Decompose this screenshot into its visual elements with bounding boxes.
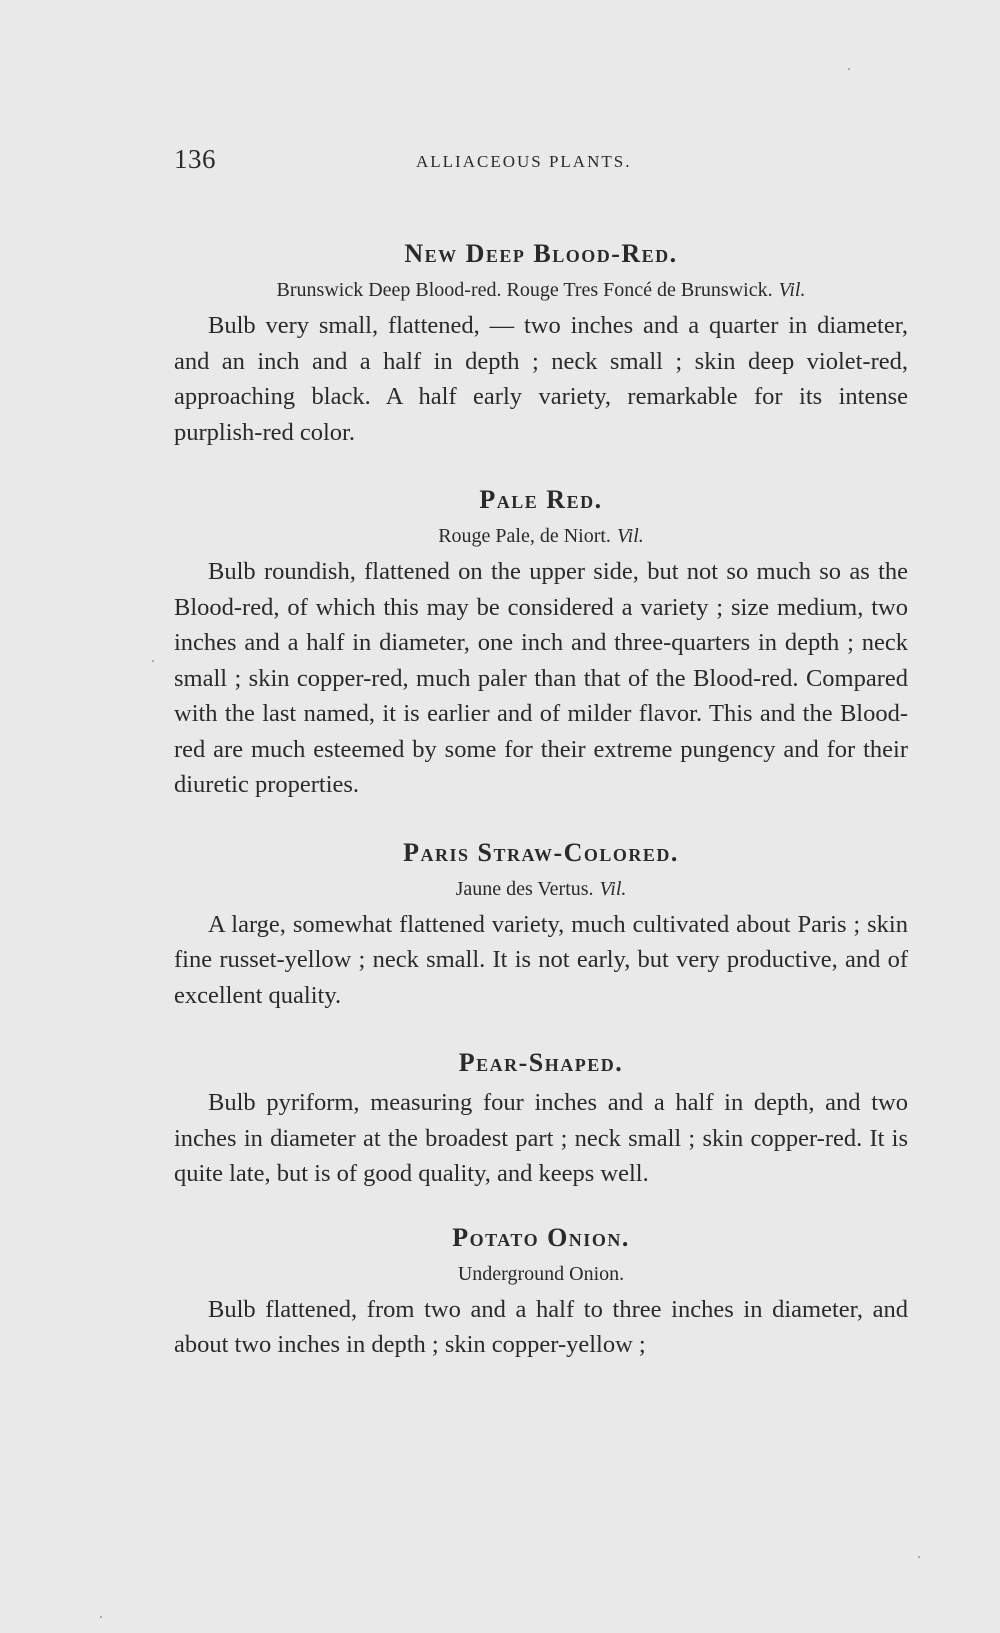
entry-pear-shaped (174, 1047, 908, 1192)
entry-paris-straw-colored (174, 837, 908, 1014)
page-content (174, 238, 908, 1397)
page-header (174, 144, 914, 184)
entry-title: Pear-Shaped. (458, 1048, 624, 1077)
entry-synonyms (174, 522, 908, 550)
authority-citation: Vil. (616, 525, 644, 547)
synonyms-text: Brunswick Deep Blood-red. Rouge Tres Foncé de Brunswick. (276, 279, 773, 301)
entry-title: Pale Red. (479, 485, 603, 514)
authority-citation: Vil. (599, 877, 627, 900)
paper-speck (100, 1616, 102, 1618)
entry-description: A large, somewhat flattened variety, much cultivated about Paris ; skin fine russet-yellow ; neck small. It is not early, but very productive, and of excellent quality. (174, 910, 908, 1009)
paper-speck (152, 660, 154, 662)
synonyms-text: Underground Onion. (457, 1262, 625, 1285)
paper-speck (848, 68, 850, 70)
entry-synonyms (174, 276, 908, 304)
entry-synonyms (174, 875, 908, 903)
entry-pale-red (174, 484, 908, 803)
entry-description: Bulb pyriform, measuring four inches and a half in depth, and two inches in diameter at the broadest part ; neck small ; skin copper-red. It is quite late, but is of good quality, and keeps well. (174, 1089, 908, 1187)
paper-speck (918, 1556, 920, 1558)
entry-potato-onion (174, 1222, 908, 1363)
entry-description: Bulb flattened, from two and a half to three inches in diameter, and about two inches in depth ; skin copper-yellow ; (174, 1295, 908, 1358)
entry-new-deep-blood-red (174, 238, 908, 450)
entry-title: Paris Straw-Colored. (403, 837, 679, 867)
authority-citation: Vil. (778, 279, 806, 301)
running-title: ALLIACEOUS PLANTS. (416, 152, 632, 171)
entry-description: Bulb very small, flattened, — two inches and a quarter in diameter, and an inch and a half in depth ; neck small ; skin deep violet-red, approaching black. A half early variety, remarkable for its intense purplish-red color. (174, 312, 908, 446)
synonyms-text: Jaune des Vertus. (455, 877, 594, 900)
page-number: 136 (174, 144, 216, 174)
entry-title: Potato Onion. (452, 1222, 630, 1252)
entry-description: Bulb roundish, flattened on the upper side, but not so much so as the Blood-red, of which this may be considered a variety ; size medium, two inches and a half in diameter, one inch and three-quarters in depth ; neck small ; skin copper-red, much paler than that of the Blood-red. Compared with the last named, it is earlier and of milder flavor. This and the Blood-red are much esteemed by some for their extreme pungency and for their diuretic properties. (174, 558, 908, 798)
synonyms-text: Rouge Pale, de Niort. (438, 525, 611, 547)
entry-synonyms (174, 1260, 908, 1288)
entry-title: New Deep Blood-Red. (404, 239, 678, 268)
